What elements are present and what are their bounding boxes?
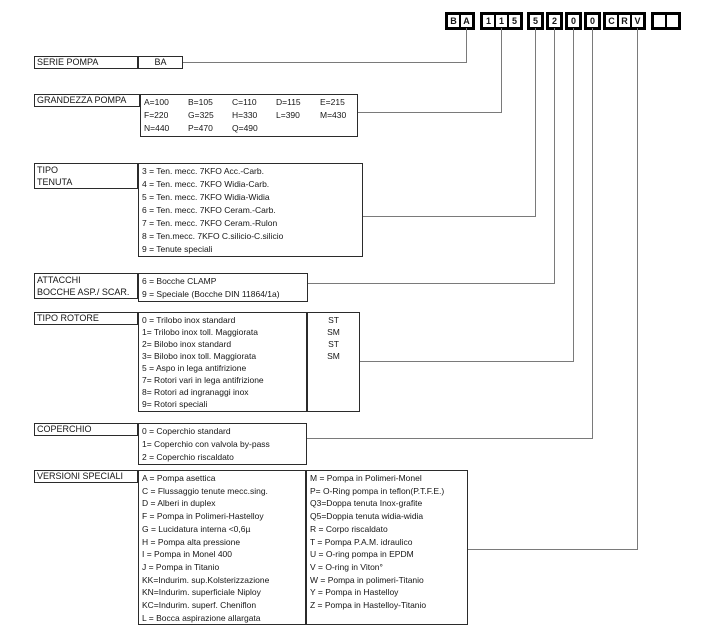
- grandezza-pompa-values: [140, 94, 358, 137]
- code-char-cell: 1: [482, 14, 495, 28]
- attacchi-label-line1: ATTACCHI: [37, 275, 81, 285]
- versioni-speciali-left-column: [138, 470, 306, 625]
- tenuta-row: 6 = Ten. mecc. 7KFO Ceram.-Carb.: [142, 205, 276, 215]
- coperchio-row: 1= Coperchio con valvola by-pass: [142, 439, 270, 449]
- tenuta-row: 5 = Ten. mecc. 7KFO Widia-Widia: [142, 192, 270, 202]
- coperchio-row: 0 = Coperchio standard: [142, 426, 231, 436]
- versione-row: T = Pompa P.A.M. idraulico: [310, 536, 413, 547]
- connector-line-grandezza-h: [358, 112, 502, 113]
- versione-row: KK=Indurim. sup.Kolsterizzazione: [142, 574, 270, 585]
- rotore-tag: SM: [327, 351, 340, 361]
- tipo-rotore-tags-column: [307, 312, 360, 412]
- versione-row: KC=Indurim. superf. Cheniflon: [142, 600, 257, 611]
- versione-row: Q3=Doppa tenuta Inox-grafite: [310, 498, 423, 509]
- serie-pompa-label-text: SERIE POMPA: [37, 57, 99, 67]
- grandezza-row: [144, 109, 354, 122]
- tipo-rotore-values: [138, 312, 307, 412]
- attacchi-row: 9 = Speciale (Bocche DIN 11864/1a): [142, 289, 280, 299]
- connector-line-attacchi-h: [308, 283, 555, 284]
- versione-row: P= O-Ring pompa in teflon(P.T.F.E.): [310, 485, 445, 496]
- tenuta-row: 4 = Ten. mecc. 7KFO Widia-Carb.: [142, 179, 270, 189]
- versione-row: Z = Pompa in Hastelloy-Titanio: [310, 600, 427, 611]
- connector-line-tenuta-h: [363, 216, 536, 217]
- versione-row: Q5=Doppia tenuta widia-widia: [310, 511, 424, 522]
- code-char-cell: 0: [586, 14, 599, 28]
- versione-row: A = Pompa asettica: [142, 473, 216, 483]
- rotore-row: 8= Rotori ad ingranaggi inox: [142, 387, 249, 397]
- grid-cell: N=440: [144, 123, 170, 133]
- grid-cell: M=430: [320, 110, 347, 120]
- tenuta-row: 3 = Ten. mecc. 7KFO Acc.-Carb.: [142, 166, 264, 176]
- code-char-cell: R: [618, 14, 631, 28]
- code-group-versioni-speciali: [603, 12, 646, 30]
- rotore-row: 1= Trilobo inox toll. Maggiorata: [142, 327, 258, 337]
- grandezza-row: [144, 96, 354, 109]
- code-group-extra: [651, 12, 681, 30]
- versione-row: Y = Pompa in Hastelloy: [310, 587, 399, 598]
- rotore-row: 9= Rotori speciali: [142, 399, 208, 409]
- versioni-speciali-label: [34, 470, 138, 483]
- code-char-cell: V: [631, 14, 644, 28]
- grandezza-row: [144, 122, 354, 135]
- connector-line-serie-h: [182, 62, 467, 63]
- connector-line-serie-v: [466, 28, 467, 63]
- code-char-cell: A: [460, 14, 473, 28]
- tenuta-row: 7 = Ten. mecc. 7KFO Ceram.-Rulon: [142, 218, 278, 228]
- grid-cell: L=390: [276, 110, 300, 120]
- serie-pompa-value-text: BA: [154, 57, 167, 67]
- tipo-tenuta-label: [34, 163, 138, 189]
- code-char-cell: B: [447, 14, 460, 28]
- connector-line-rotore-v: [573, 28, 574, 362]
- code-char-cell: 5: [508, 14, 521, 28]
- versioni-speciali-right-column: [306, 470, 468, 625]
- tipo-rotore-label: [34, 312, 138, 325]
- grid-cell: E=215: [320, 97, 345, 107]
- grid-cell: A=100: [144, 97, 169, 107]
- attacchi-label-line2: BOCCHE ASP./ SCAR.: [37, 287, 130, 297]
- grid-cell: C=110: [232, 97, 257, 107]
- rotore-row: 2= Bilobo inox standard: [142, 339, 232, 349]
- versione-row: I = Pompa in Monel 400: [142, 549, 233, 560]
- rotore-row: 3= Bilobo inox toll. Maggiorata: [142, 351, 257, 361]
- versione-row: H = Pompa alta pressione: [142, 536, 241, 547]
- rotore-row: 0 = Trilobo inox standard: [142, 315, 236, 325]
- versioni-speciali-label-text: VERSIONI SPECIALI: [37, 471, 124, 481]
- versione-row: U = O-ring pompa in EPDM: [310, 549, 414, 560]
- attacchi-label: [34, 273, 138, 299]
- versione-row: D = Alberi in duplex: [142, 498, 216, 509]
- rotore-row: 7= Rotori vari in lega antifrizione: [142, 375, 264, 385]
- grid-cell: P=470: [188, 123, 213, 133]
- rotore-tag: ST: [328, 315, 339, 325]
- code-char-cell: C: [605, 14, 618, 28]
- code-char-cell: 2: [548, 14, 561, 28]
- attacchi-row: 6 = Bocche CLAMP: [142, 276, 217, 286]
- connector-line-rotore-h: [360, 361, 574, 362]
- connector-line-tenuta-v: [535, 28, 536, 217]
- rotore-row: 5 = Aspo in lega antifrizione: [142, 363, 247, 373]
- tipo-tenuta-values: [138, 163, 363, 257]
- code-char-cell: 1: [495, 14, 508, 28]
- versione-row: W = Pompa in polimeri-Titanio: [310, 574, 424, 585]
- versione-row: KN=Indurim. superficiale Niploy: [142, 587, 261, 598]
- grid-cell: H=330: [232, 110, 258, 120]
- connector-line-versioni-v: [637, 28, 638, 550]
- coperchio-values: [138, 423, 307, 465]
- connector-line-coperchio-v: [592, 28, 593, 439]
- versione-row: C = Flussaggio tenute mecc.sing.: [142, 485, 268, 496]
- code-char-cell: 0: [567, 14, 580, 28]
- rotore-tag: ST: [328, 339, 339, 349]
- coperchio-label: [34, 423, 138, 436]
- connector-line-versioni-h: [468, 549, 638, 550]
- grid-cell: B=105: [188, 97, 213, 107]
- code-char-cell: 5: [529, 14, 542, 28]
- versione-row: F = Pompa in Polimeri-Hastelloy: [142, 511, 264, 522]
- coperchio-row: 2 = Coperchio riscaldato: [142, 452, 234, 462]
- tipo-rotore-label-text: TIPO ROTORE: [37, 313, 99, 323]
- versione-row: G = Lucidatura interna <0,6µ: [142, 523, 251, 534]
- code-group-serie: [445, 12, 475, 30]
- tenuta-row: 9 = Tenute speciali: [142, 244, 213, 254]
- grid-cell: F=220: [144, 110, 169, 120]
- grandezza-pompa-label-text: GRANDEZZA POMPA: [37, 95, 127, 105]
- connector-line-grandezza-v: [501, 28, 502, 113]
- versione-row: R = Corpo riscaldato: [310, 523, 388, 534]
- tipo-tenuta-label-line2: TENUTA: [37, 177, 73, 187]
- grid-cell: G=325: [188, 110, 214, 120]
- serie-pompa-label: [34, 56, 138, 69]
- tipo-tenuta-label-line1: TIPO: [37, 165, 59, 175]
- connector-line-attacchi-v: [554, 28, 555, 284]
- grid-cell: Q=490: [232, 123, 258, 133]
- versione-row: L = Bocca aspirazione allargata: [142, 612, 261, 623]
- serie-pompa-value: [138, 56, 183, 69]
- versione-row: M = Pompa in Polimeri-Monel: [310, 473, 422, 483]
- code-char-cell: [666, 14, 679, 28]
- attacchi-values: [138, 273, 308, 302]
- rotore-tag: SM: [327, 327, 340, 337]
- tenuta-row: 8 = Ten.mecc. 7KFO C.silicio-C.silicio: [142, 231, 284, 241]
- grid-cell: D=115: [276, 97, 301, 107]
- grandezza-pompa-label: [34, 94, 140, 107]
- versione-row: V = O-ring in Viton°: [310, 561, 383, 572]
- versione-row: J = Pompa in Titanio: [142, 561, 220, 572]
- code-char-cell: [653, 14, 666, 28]
- connector-line-coperchio-h: [307, 438, 593, 439]
- coperchio-label-text: COPERCHIO: [37, 424, 92, 434]
